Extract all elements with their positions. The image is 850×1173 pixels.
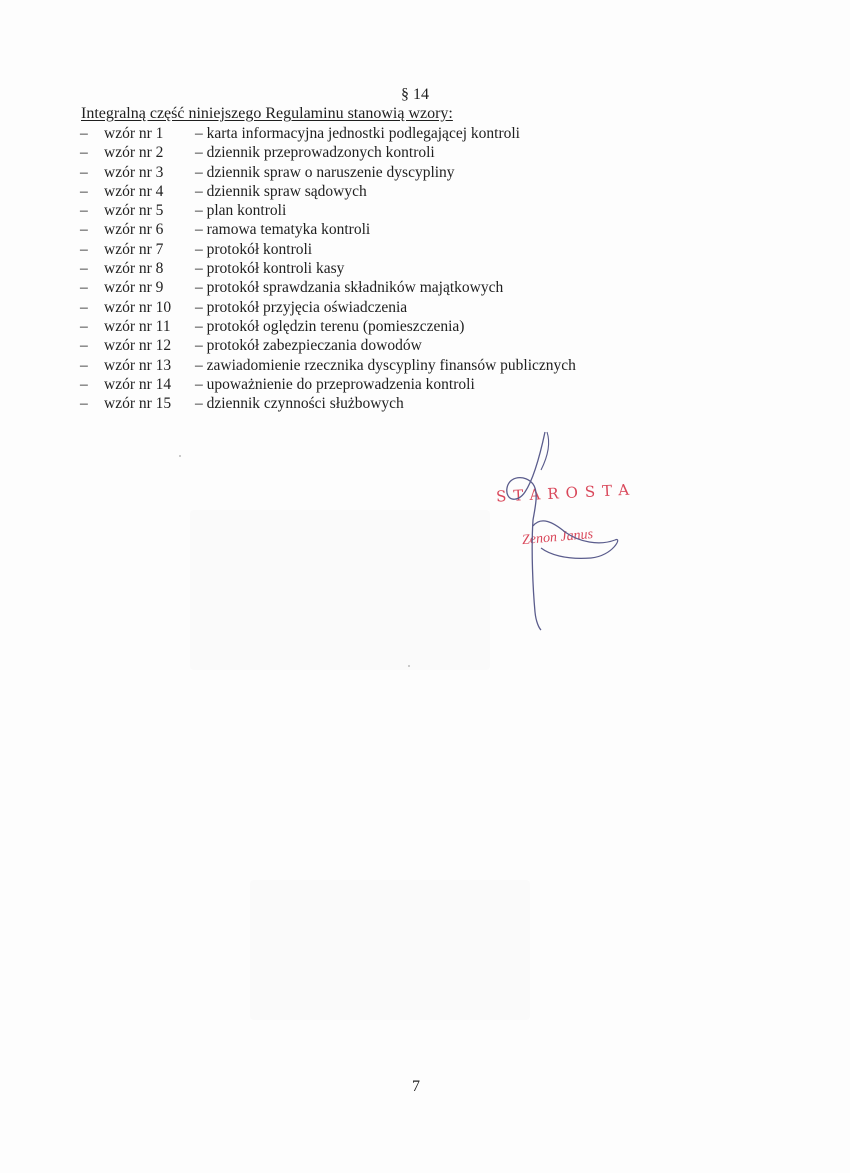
scan-speck	[408, 665, 410, 667]
template-title: – karta informacyjna jednostki podlegającej kontroli	[195, 125, 520, 142]
list-item	[80, 201, 576, 220]
template-title: – protokół oględzin terenu (pomieszczenia)	[195, 317, 465, 335]
scan-shadow	[190, 510, 490, 670]
list-bullet: –	[80, 356, 88, 374]
template-title: – dziennik czynności służbowych	[195, 395, 404, 413]
template-title: – protokół przyjęcia oświadczenia	[195, 298, 408, 316]
list-bullet: –	[80, 298, 88, 316]
list-item	[80, 336, 576, 355]
template-number: wzór nr 6	[104, 221, 164, 239]
template-number: wzór nr 5	[104, 202, 164, 220]
list-item	[80, 143, 576, 162]
template-list	[80, 124, 576, 413]
list-bullet: –	[80, 317, 88, 335]
template-number: wzór nr 15	[104, 395, 172, 413]
list-item	[80, 259, 576, 278]
template-title: – dziennik spraw sądowych	[195, 182, 367, 200]
list-item	[80, 317, 576, 336]
list-bullet: –	[80, 182, 88, 200]
template-title: – dziennik spraw o naruszenie dyscypliny	[195, 163, 455, 181]
handwritten-signature	[495, 430, 635, 640]
list-item	[80, 356, 576, 375]
template-title: – zawiadomienie rzecznika dyscypliny finansów publicznych	[195, 356, 576, 374]
section-heading: § 14	[401, 86, 429, 103]
template-title: – protokół kontroli kasy	[195, 260, 345, 278]
list-bullet: –	[80, 337, 88, 355]
template-number: wzór nr 4	[104, 182, 164, 200]
list-item	[80, 124, 576, 143]
list-bullet: –	[80, 260, 88, 278]
list-item	[80, 375, 576, 394]
template-title: – plan kontroli	[195, 202, 287, 220]
template-number: wzór nr 2	[104, 144, 164, 162]
template-number: wzór nr 8	[104, 260, 164, 278]
template-title: – dziennik przeprowadzonych kontroli	[195, 144, 435, 162]
template-number: wzór nr 3	[104, 163, 164, 181]
stamp-title: STAROSTA	[495, 480, 637, 506]
list-item	[80, 163, 576, 182]
template-number: wzór nr 10	[104, 298, 172, 316]
stamp-name: Zenon Janus	[521, 526, 594, 549]
intro-sentence: Integralną część niniejszego Regulaminu stanowią wzory:	[81, 105, 453, 122]
list-bullet: –	[80, 125, 88, 142]
template-number: wzór nr 9	[104, 279, 164, 297]
template-number: wzór nr 14	[104, 375, 172, 393]
list-bullet: –	[80, 202, 88, 220]
page-number: 7	[412, 1078, 420, 1095]
signature-stroke	[541, 432, 549, 470]
template-title: – protokół zabezpieczania dowodów	[195, 337, 422, 355]
list-bullet: –	[80, 144, 88, 162]
list-item	[80, 220, 576, 239]
template-title: – protokół kontroli	[195, 240, 313, 258]
list-bullet: –	[80, 163, 88, 181]
signature-stroke	[533, 521, 618, 559]
scan-shadow	[250, 880, 530, 1020]
template-number: wzór nr 7	[104, 240, 164, 258]
list-bullet: –	[80, 395, 88, 413]
list-item	[80, 278, 576, 297]
list-bullet: –	[80, 375, 88, 393]
signature-stroke	[507, 432, 545, 630]
template-title: – upoważnienie do przeprowadzenia kontroli	[195, 375, 475, 393]
template-title: – protokół sprawdzania składników majątkowych	[195, 279, 504, 297]
list-item	[80, 182, 576, 201]
list-item	[80, 240, 576, 259]
template-number: wzór nr 13	[104, 356, 172, 374]
template-number: wzór nr 11	[104, 317, 171, 335]
template-number: wzór nr 1	[104, 125, 164, 142]
list-item	[80, 394, 576, 413]
template-title: – ramowa tematyka kontroli	[195, 221, 371, 239]
list-item	[80, 298, 576, 317]
list-bullet: –	[80, 279, 88, 297]
list-bullet: –	[80, 221, 88, 239]
scan-speck	[179, 455, 181, 457]
template-number: wzór nr 12	[104, 337, 172, 355]
list-bullet: –	[80, 240, 88, 258]
